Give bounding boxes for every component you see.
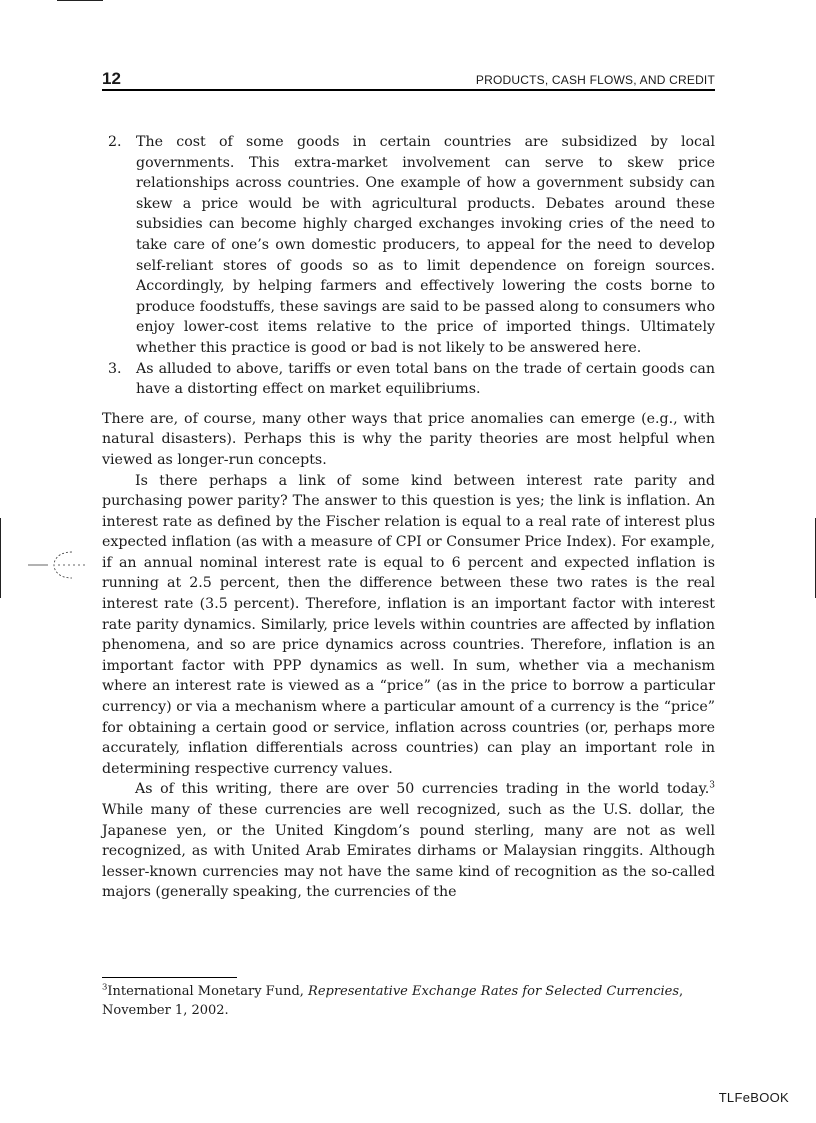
paragraph (102, 779, 715, 903)
list-item-text: As alluded to above, tariffs or even total bans on the trade of certain goods can have a distorting effect on market equilibriums. (136, 360, 715, 398)
crop-mark-top (57, 0, 103, 1)
paragraph: There are, of course, many other ways that price anomalies can emerge (e.g., with natural disasters). Perhaps this is why the parity theories are most helpful when viewed as longer-run concepts. (102, 410, 715, 468)
crop-mark-left (0, 518, 1, 598)
page-header (102, 69, 715, 93)
list-item-text: The cost of some goods in certain countries are subsidized by local governments. This extra-market involvement can serve to skew price relationships across countries. One example of how a government subsidy can skew a price would be with agricultural products. Debates around these subsidies can become highly charged exchanges invoking cries of the need to take care of one’s own domestic producers, to appeal for the need to develop self-reliant stores of goods so as to limit dependence on foreign sources. Accordingly, by helping farmers and effectively lowering the costs borne to produce foodstuffs, these savings are said to be passed along to consumers who enjoy lower-cost items relative to the price of imported things. Ultimately whether this practice is good or bad is not likely to be answered here. (136, 134, 715, 356)
registration-mark (28, 548, 98, 582)
footnote-date: , November 1, 2002. (102, 984, 684, 1018)
footnote (102, 982, 715, 1020)
footnote-title: Representative Exchange Rates for Selected Currencies (308, 984, 680, 999)
footnote-reference: 3 (709, 780, 715, 791)
header-rule (102, 89, 715, 91)
watermark: TLFeBOOK (718, 1090, 789, 1105)
paragraph-text: While many of these currencies are well recognized, such as the U.S. dollar, the Japanese yen, or the United Kingdom’s pound sterling, many are not as well recognized, as with United Arab Emirates dirhams or Malaysian ringgits. Although lesser-known currencies may not have the same kind of recognition as the so-called majors (generally speaking, the currencies of the (102, 802, 715, 901)
footnote-rule (102, 977, 237, 978)
footnote-author: International Monetary Fund, (107, 984, 309, 999)
body-text (102, 132, 715, 903)
list-item (102, 359, 715, 400)
page-number: 12 (102, 69, 121, 88)
footnote-mark: 3 (102, 982, 108, 993)
paragraph-text: As of this writing, there are over 50 currencies trading in the world today. (135, 781, 710, 798)
list-item-number: 2. (108, 134, 122, 150)
paragraph: Is there perhaps a link of some kind between interest rate parity and purchasing power parity? The answer to this question is yes; the link is inflation. An interest rate as defined by the Fischer relation is equal to a real rate of interest plus expected inflation (as with a measure of CPI or Consumer Price Index). For example, if an annual nominal interest rate is equal to 6 percent and expected inflation is running at 2.5 percent, then the difference between these two rates is the real interest rate (3.5 percent). Therefore, inflation is an important factor with interest rate parity dynamics. Similarly, price levels within countries are affected by inflation phenomena, and so are price dynamics across countries. Therefore, inflation is an important factor with PPP dynamics as well. In sum, whether via a mechanism where an interest rate is viewed as a “price” (as in the price to borrow a particular currency) or via a mechanism where a particular amount of a currency is the “price” for obtaining a certain good or service, inflation across countries (or, perhaps more accurately, inflation differentials across countries) can play an important role in determining respective currency values. (102, 472, 715, 777)
numbered-list (102, 132, 715, 400)
list-item-number: 3. (108, 360, 122, 377)
running-title: PRODUCTS, CASH FLOWS, AND CREDIT (475, 73, 715, 87)
list-item (102, 132, 715, 359)
